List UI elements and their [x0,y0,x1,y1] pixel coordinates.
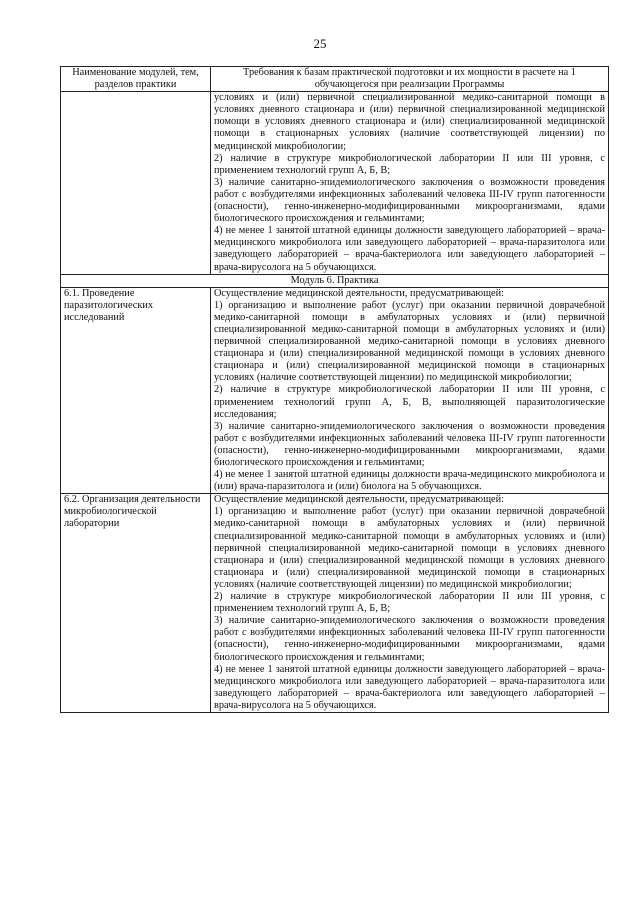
requirement-item: 2) наличие в структуре микробиологической лаборатории II или III уровня, с применением технологий групп А, Б, В, выполняющей паразитологические исследования; [214,384,605,420]
requirement-item: условиях и (или) первичной специализированной медико-санитарной помощи в условиях дневного стационара и (или) первичной специализированной медицинской помощи в условиях дневного стационара и (или) специализированной медицинской помощи в стационарных условиях (наличие соответствующей лицензии) по медицинской микробиологии; [214,92,605,152]
page-number: 25 [313,36,327,51]
requirement-item: 1) организацию и выполнение работ (услуг) при оказании первичной доврачебной медико-санитарной помощи в амбулаторных условиях и (или) первичной специализированной медико-санитарной помощи в амбулаторных условиях и (или) первичной специализированной медико-санитарной помощи в условиях дневного стационара и (или) специализированной медицинской помощи в условиях дневного стационара и (или) специализированной медицинской помощи в стационарных условиях (наличие соответствующей лицензии) по медицинской микробиологии; [214,299,605,384]
requirement-item: 2) наличие в структуре микробиологической лаборатории II или III уровня, с применением технологий групп А, Б, В; [214,152,605,176]
requirement-item: 4) не менее 1 занятой штатной единицы должности заведующего лабораторией – врача-медицинского микробиолога или заведующего лабораторией – врача-паразитолога или заведующего лабораторией – врача-бактериолога или заведующего лабораторией – врача-вирусолога на 5 обучающихся. [214,225,605,273]
table-header-row [61,67,609,92]
requirement-item: 3) наличие санитарно-эпидемиологического заключения о возможности проведения работ с возбудителями инфекционных заболеваний человека III-IV групп патогенности (опасности), генно-инженерно-модифицированными микроорганизмами, ядами биологического происхождения и гельминтами; [214,420,605,468]
header-module-name: Наименование модулей, тем, разделов практики [61,67,211,92]
requirement-item: 2) наличие в структуре микробиологической лаборатории II или III уровня, с применением технологий групп А, Б, В; [214,591,605,615]
table-row-section-6-1 [61,287,609,494]
module-title-row [61,274,609,287]
section-requirements [211,494,609,713]
section-name: 6.2. Организация деятельности микробиологической лаборатории [61,494,211,713]
section-requirements [211,287,609,494]
requirement-item: 4) не менее 1 занятой штатной единицы должности врача-медицинского микробиолога и (или) врача-паразитолога и (или) биолога на 5 обучающихся. [214,469,605,493]
requirement-item: 1) организацию и выполнение работ (услуг) при оказании первичной доврачебной медико-санитарной помощи в амбулаторных условиях и (или) первичной специализированной медико-санитарной помощи в амбулаторных условиях и (или) первичной специализированной медико-санитарной помощи в условиях дневного стационара и (или) специализированной медицинской помощи в условиях дневного стационара и (или) специализированной медицинской помощи в стационарных условиях (наличие соответствующей лицензии) по медицинской микробиологии; [214,506,605,590]
module-title: Модуль 6. Практика [61,274,609,287]
table-row-section-6-2 [61,494,609,713]
table-row-continued [61,92,609,274]
requirement-item: Осуществление медицинской деятельности, предусматривающей: [214,494,504,506]
requirement-item: 3) наличие санитарно-эпидемиологического заключения о возможности проведения работ с возбудителями инфекционных заболеваний человека III-IV групп патогенности (опасности), генно-инженерно-модифицированными микроорганизмами, ядами биологического происхождения и гельминтами; [214,176,605,225]
requirements-table [60,66,609,713]
section-name: 6.1. Проведение паразитологических исследований [61,287,211,494]
continued-requirements-cell [211,92,609,274]
continued-name-cell [61,92,211,274]
requirement-item: 3) наличие санитарно-эпидемиологического заключения о возможности проведения работ с возбудителями инфекционных заболеваний человека III-IV групп патогенности (опасности), генно-инженерно-модифицированными микроорганизмами, ядами биологического происхождения и гельминтами; [214,615,605,663]
requirement-item: Осуществление медицинской деятельности, предусматривающей: [214,287,504,299]
header-requirements: Требования к базам практической подготовки и их мощности в расчете на 1 обучающегося при реализации Программы [211,67,609,92]
requirement-item: 4) не менее 1 занятой штатной единицы должности заведующего лабораторией – врача-медицинского микробиолога или заведующего лабораторией – врача-паразитолога или заведующего лабораторией – врача-бактериолога или заведующего лабораторией – врача-вирусолога на 5 обучающихся. [214,663,605,711]
